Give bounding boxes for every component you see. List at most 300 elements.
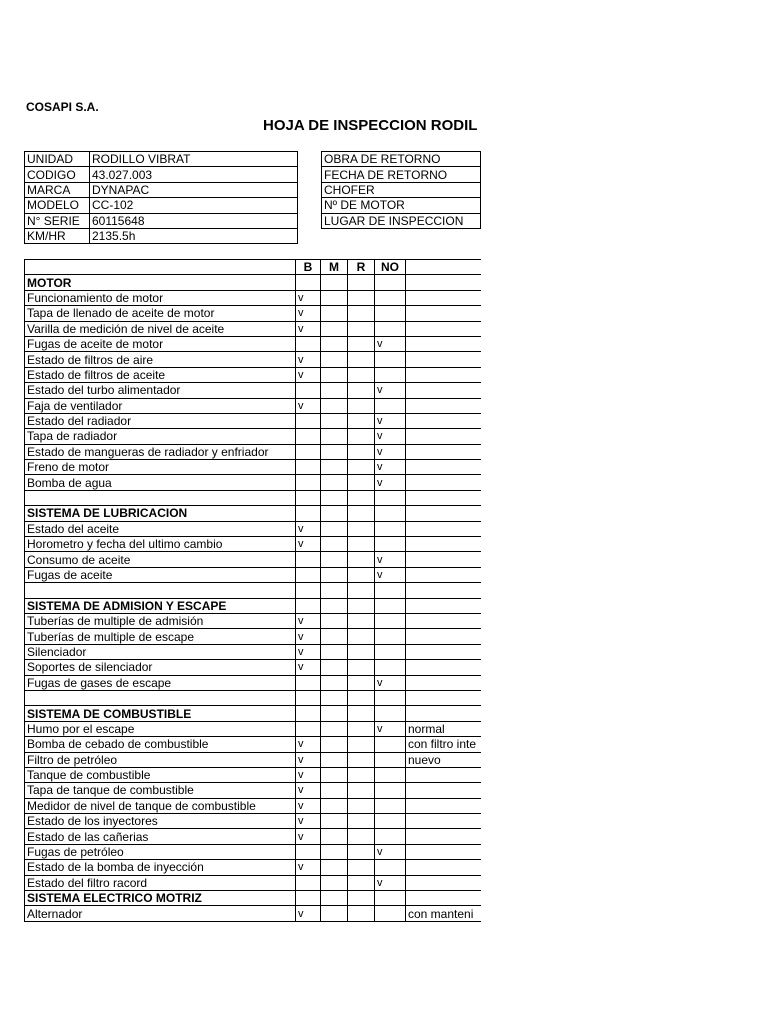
- mark-b: v: [296, 613, 321, 628]
- mark-no: [375, 860, 406, 875]
- section-row: [25, 506, 482, 521]
- checklist-row: [25, 660, 482, 675]
- mark-b: v: [296, 398, 321, 413]
- checklist-row: [25, 906, 482, 921]
- mark-no: v: [375, 552, 406, 567]
- mark-no: v: [375, 475, 406, 490]
- observation: [406, 336, 482, 351]
- mark-no: v: [375, 675, 406, 690]
- observation: con filtro inte: [406, 737, 482, 752]
- observation: [406, 444, 482, 459]
- mark-b: [296, 490, 321, 505]
- mark-no: [375, 398, 406, 413]
- observation: [406, 629, 482, 644]
- observation: [406, 306, 482, 321]
- mark-no: v: [375, 721, 406, 736]
- section-title: SISTEMA DE COMBUSTIBLE: [25, 706, 296, 721]
- checklist-row: [25, 721, 482, 736]
- info-label: N° SERIE: [25, 213, 90, 228]
- mark-no: v: [375, 383, 406, 398]
- mark-b: [296, 844, 321, 859]
- mark-r: [348, 490, 375, 505]
- mark-r: [348, 767, 375, 782]
- mark-b: [296, 506, 321, 521]
- item-label: Alternador: [25, 906, 296, 921]
- mark-b: v: [296, 644, 321, 659]
- mark-m: [321, 721, 348, 736]
- info-value: 60115648: [90, 213, 298, 228]
- mark-m: [321, 552, 348, 567]
- observation: [406, 583, 482, 598]
- checklist-row: [25, 429, 482, 444]
- mark-b: [296, 598, 321, 613]
- checklist-row: [25, 444, 482, 459]
- mark-b: [296, 583, 321, 598]
- mark-no: [375, 598, 406, 613]
- mark-no: [375, 629, 406, 644]
- observation: [406, 844, 482, 859]
- mark-m: [321, 290, 348, 305]
- observation: [406, 383, 482, 398]
- info-label: CODIGO: [25, 167, 90, 182]
- mark-m: [321, 706, 348, 721]
- mark-no: v: [375, 413, 406, 428]
- item-label: Bomba de agua: [25, 475, 296, 490]
- checklist-row: [25, 752, 482, 767]
- document-title: HOJA DE INSPECCION RODIL: [263, 117, 478, 134]
- mark-r: [348, 860, 375, 875]
- mark-r: [348, 583, 375, 598]
- observation: [406, 644, 482, 659]
- return-info-label: Nº DE MOTOR: [322, 198, 481, 213]
- mark-r: [348, 891, 375, 906]
- mark-m: [321, 444, 348, 459]
- mark-no: [375, 290, 406, 305]
- return-info-label: LUGAR DE INSPECCION: [322, 213, 481, 228]
- observation: [406, 660, 482, 675]
- mark-m: [321, 367, 348, 382]
- mark-m: [321, 275, 348, 290]
- mark-b: v: [296, 660, 321, 675]
- mark-r: [348, 721, 375, 736]
- mark-r: [348, 413, 375, 428]
- mark-no: [375, 367, 406, 382]
- mark-no: [375, 321, 406, 336]
- mark-m: [321, 783, 348, 798]
- observation: [406, 829, 482, 844]
- checklist-row: [25, 644, 482, 659]
- mark-b: [296, 413, 321, 428]
- mark-m: [321, 398, 348, 413]
- mark-b: v: [296, 783, 321, 798]
- mark-m: [321, 613, 348, 628]
- observation: [406, 706, 482, 721]
- checklist-row: [25, 875, 482, 890]
- mark-b: [296, 552, 321, 567]
- mark-no: v: [375, 460, 406, 475]
- mark-m: [321, 737, 348, 752]
- observation: [406, 798, 482, 813]
- mark-m: [321, 475, 348, 490]
- mark-b: v: [296, 306, 321, 321]
- section-row: [25, 275, 482, 290]
- mark-r: [348, 552, 375, 567]
- mark-no: [375, 506, 406, 521]
- mark-b: v: [296, 752, 321, 767]
- mark-r: [348, 537, 375, 552]
- checklist-row: [25, 475, 482, 490]
- checklist-row: [25, 306, 482, 321]
- mark-m: [321, 752, 348, 767]
- return-info-label: CHOFER: [322, 182, 481, 197]
- mark-r: [348, 567, 375, 582]
- observation: nuevo: [406, 752, 482, 767]
- mark-r: [348, 506, 375, 521]
- observation: [406, 891, 482, 906]
- item-label: Freno de motor: [25, 460, 296, 475]
- mark-no: [375, 352, 406, 367]
- mark-r: [348, 644, 375, 659]
- mark-r: [348, 398, 375, 413]
- mark-m: [321, 429, 348, 444]
- mark-r: [348, 290, 375, 305]
- blank-row: [25, 490, 482, 505]
- item-label: Faja de ventilador: [25, 398, 296, 413]
- mark-b: [296, 275, 321, 290]
- mark-no: [375, 613, 406, 628]
- observation: [406, 675, 482, 690]
- mark-m: [321, 598, 348, 613]
- mark-b: [296, 383, 321, 398]
- observation: [406, 275, 482, 290]
- mark-b: v: [296, 860, 321, 875]
- checklist-row: [25, 367, 482, 382]
- mark-r: [348, 275, 375, 290]
- item-label: Fugas de gases de escape: [25, 675, 296, 690]
- mark-r: [348, 352, 375, 367]
- blank-cell: [25, 490, 296, 505]
- checklist-row: [25, 537, 482, 552]
- mark-m: [321, 875, 348, 890]
- mark-m: [321, 321, 348, 336]
- info-value: 2135.5h: [90, 228, 298, 243]
- item-label: Estado del filtro racord: [25, 875, 296, 890]
- observation: [406, 598, 482, 613]
- info-label: UNIDAD: [25, 152, 90, 167]
- mark-r: [348, 521, 375, 536]
- mark-no: [375, 660, 406, 675]
- mark-m: [321, 690, 348, 705]
- checklist-row: [25, 675, 482, 690]
- section-row: [25, 598, 482, 613]
- mark-m: [321, 413, 348, 428]
- mark-r: [348, 814, 375, 829]
- mark-r: [348, 629, 375, 644]
- mark-b: v: [296, 767, 321, 782]
- item-label: Tapa de tanque de combustible: [25, 783, 296, 798]
- mark-m: [321, 537, 348, 552]
- item-label: Estado de los inyectores: [25, 814, 296, 829]
- info-label: MARCA: [25, 182, 90, 197]
- mark-r: [348, 875, 375, 890]
- mark-r: [348, 475, 375, 490]
- observation: con manteni: [406, 906, 482, 921]
- blank-row: [25, 583, 482, 598]
- mark-m: [321, 906, 348, 921]
- mark-no: [375, 706, 406, 721]
- mark-r: [348, 444, 375, 459]
- item-label: Tanque de combustible: [25, 767, 296, 782]
- observation: normal: [406, 721, 482, 736]
- mark-b: [296, 429, 321, 444]
- mark-b: [296, 475, 321, 490]
- checklist-row: [25, 383, 482, 398]
- section-row: [25, 706, 482, 721]
- observation: [406, 429, 482, 444]
- observation: [406, 552, 482, 567]
- mark-no: v: [375, 429, 406, 444]
- mark-b: v: [296, 290, 321, 305]
- mark-r: [348, 706, 375, 721]
- item-label: Estado de las cañerias: [25, 829, 296, 844]
- observation: [406, 767, 482, 782]
- item-label: Estado de la bomba de inyección: [25, 860, 296, 875]
- mark-m: [321, 629, 348, 644]
- mark-m: [321, 583, 348, 598]
- mark-r: [348, 598, 375, 613]
- mark-m: [321, 506, 348, 521]
- mark-no: [375, 814, 406, 829]
- observation: [406, 321, 482, 336]
- item-label: Tapa de llenado de aceite de motor: [25, 306, 296, 321]
- observation: [406, 521, 482, 536]
- item-label: Medidor de nivel de tanque de combustible: [25, 798, 296, 813]
- mark-r: [348, 783, 375, 798]
- blank-cell: [25, 690, 296, 705]
- checklist-row: [25, 567, 482, 582]
- inspection-checklist: [24, 259, 481, 922]
- mark-m: [321, 675, 348, 690]
- checklist-row: [25, 737, 482, 752]
- mark-m: [321, 891, 348, 906]
- header-no: NO: [375, 260, 406, 275]
- checklist-row: [25, 767, 482, 782]
- mark-b: [296, 444, 321, 459]
- observation: [406, 506, 482, 521]
- item-label: Funcionamiento de motor: [25, 290, 296, 305]
- observation: [406, 413, 482, 428]
- mark-no: v: [375, 444, 406, 459]
- checklist-row: [25, 321, 482, 336]
- checklist-row: [25, 629, 482, 644]
- mark-no: [375, 891, 406, 906]
- mark-b: [296, 675, 321, 690]
- item-label: Tuberías de multiple de admisión: [25, 613, 296, 628]
- mark-b: v: [296, 321, 321, 336]
- mark-b: [296, 460, 321, 475]
- header-r: R: [348, 260, 375, 275]
- mark-b: v: [296, 814, 321, 829]
- item-label: Estado del aceite: [25, 521, 296, 536]
- mark-b: v: [296, 906, 321, 921]
- item-label: Estado de mangueras de radiador y enfriador: [25, 444, 296, 459]
- checklist-row: [25, 552, 482, 567]
- item-label: Consumo de aceite: [25, 552, 296, 567]
- mark-m: [321, 460, 348, 475]
- observation: [406, 490, 482, 505]
- checklist-row: [25, 352, 482, 367]
- observation: [406, 814, 482, 829]
- mark-b: v: [296, 829, 321, 844]
- item-label: Estado de filtros de aire: [25, 352, 296, 367]
- section-row: [25, 891, 482, 906]
- mark-no: v: [375, 567, 406, 582]
- mark-r: [348, 367, 375, 382]
- mark-m: [321, 844, 348, 859]
- checklist-row: [25, 336, 482, 351]
- item-label: Fugas de aceite: [25, 567, 296, 582]
- item-label: Soportes de silenciador: [25, 660, 296, 675]
- mark-m: [321, 490, 348, 505]
- mark-m: [321, 660, 348, 675]
- info-value: RODILLO VIBRAT: [90, 152, 298, 167]
- mark-m: [321, 521, 348, 536]
- mark-no: [375, 644, 406, 659]
- observation: [406, 613, 482, 628]
- observation: [406, 460, 482, 475]
- mark-no: [375, 583, 406, 598]
- info-value: 43.027.003: [90, 167, 298, 182]
- mark-m: [321, 383, 348, 398]
- checklist-row: [25, 860, 482, 875]
- observation: [406, 475, 482, 490]
- mark-r: [348, 429, 375, 444]
- return-info-label: OBRA DE RETORNO: [322, 152, 481, 167]
- mark-r: [348, 336, 375, 351]
- item-label: Varilla de medición de nivel de aceite: [25, 321, 296, 336]
- mark-no: v: [375, 844, 406, 859]
- mark-r: [348, 460, 375, 475]
- item-label: Estado del turbo alimentador: [25, 383, 296, 398]
- mark-no: [375, 829, 406, 844]
- mark-r: [348, 798, 375, 813]
- company-name: COSAPI S.A.: [26, 100, 99, 114]
- mark-m: [321, 860, 348, 875]
- return-info-label: FECHA DE RETORNO: [322, 167, 481, 182]
- header-m: M: [321, 260, 348, 275]
- item-label: Filtro de petróleo: [25, 752, 296, 767]
- section-title: MOTOR: [25, 275, 296, 290]
- checklist-row: [25, 613, 482, 628]
- mark-no: [375, 752, 406, 767]
- mark-no: [375, 275, 406, 290]
- checklist-row: [25, 460, 482, 475]
- observation: [406, 537, 482, 552]
- mark-b: v: [296, 629, 321, 644]
- mark-m: [321, 336, 348, 351]
- mark-m: [321, 814, 348, 829]
- mark-no: [375, 690, 406, 705]
- mark-no: [375, 906, 406, 921]
- mark-r: [348, 613, 375, 628]
- mark-m: [321, 306, 348, 321]
- mark-r: [348, 660, 375, 675]
- mark-no: [375, 306, 406, 321]
- mark-b: v: [296, 798, 321, 813]
- mark-no: [375, 737, 406, 752]
- section-title: SISTEMA DE ADMISION Y ESCAPE: [25, 598, 296, 613]
- mark-r: [348, 829, 375, 844]
- mark-b: [296, 336, 321, 351]
- mark-r: [348, 737, 375, 752]
- blank-cell: [25, 583, 296, 598]
- mark-r: [348, 383, 375, 398]
- mark-m: [321, 352, 348, 367]
- mark-b: [296, 875, 321, 890]
- info-value: CC-102: [90, 198, 298, 213]
- mark-r: [348, 690, 375, 705]
- blank-row: [25, 690, 482, 705]
- item-label: Humo por el escape: [25, 721, 296, 736]
- mark-m: [321, 829, 348, 844]
- mark-no: [375, 783, 406, 798]
- observation: [406, 860, 482, 875]
- mark-b: [296, 690, 321, 705]
- info-label: MODELO: [25, 198, 90, 213]
- observation: [406, 290, 482, 305]
- mark-r: [348, 906, 375, 921]
- checklist-row: [25, 844, 482, 859]
- item-label: Estado del radiador: [25, 413, 296, 428]
- observation: [406, 690, 482, 705]
- checklist-row: [25, 814, 482, 829]
- mark-m: [321, 567, 348, 582]
- observation: [406, 875, 482, 890]
- mark-no: [375, 798, 406, 813]
- header-b: B: [296, 260, 321, 275]
- header-observations: [406, 260, 482, 275]
- checklist-row: [25, 290, 482, 305]
- checklist-row: [25, 829, 482, 844]
- checklist-row: [25, 783, 482, 798]
- observation: [406, 783, 482, 798]
- checklist-row: [25, 521, 482, 536]
- info-label: KM/HR: [25, 228, 90, 243]
- mark-b: v: [296, 537, 321, 552]
- mark-r: [348, 844, 375, 859]
- item-label: Bomba de cebado de combustible: [25, 737, 296, 752]
- mark-b: v: [296, 352, 321, 367]
- mark-r: [348, 675, 375, 690]
- mark-r: [348, 321, 375, 336]
- observation: [406, 367, 482, 382]
- item-label: Tapa de radiador: [25, 429, 296, 444]
- header-item: [25, 260, 296, 275]
- item-label: Fugas de aceite de motor: [25, 336, 296, 351]
- info-value: DYNAPAC: [90, 182, 298, 197]
- item-label: Estado de filtros de aceite: [25, 367, 296, 382]
- mark-b: v: [296, 737, 321, 752]
- mark-b: [296, 567, 321, 582]
- mark-m: [321, 798, 348, 813]
- mark-b: v: [296, 367, 321, 382]
- mark-m: [321, 767, 348, 782]
- checklist-row: [25, 413, 482, 428]
- mark-no: [375, 537, 406, 552]
- item-label: Horometro y fecha del ultimo cambio: [25, 537, 296, 552]
- mark-r: [348, 306, 375, 321]
- checklist-row: [25, 798, 482, 813]
